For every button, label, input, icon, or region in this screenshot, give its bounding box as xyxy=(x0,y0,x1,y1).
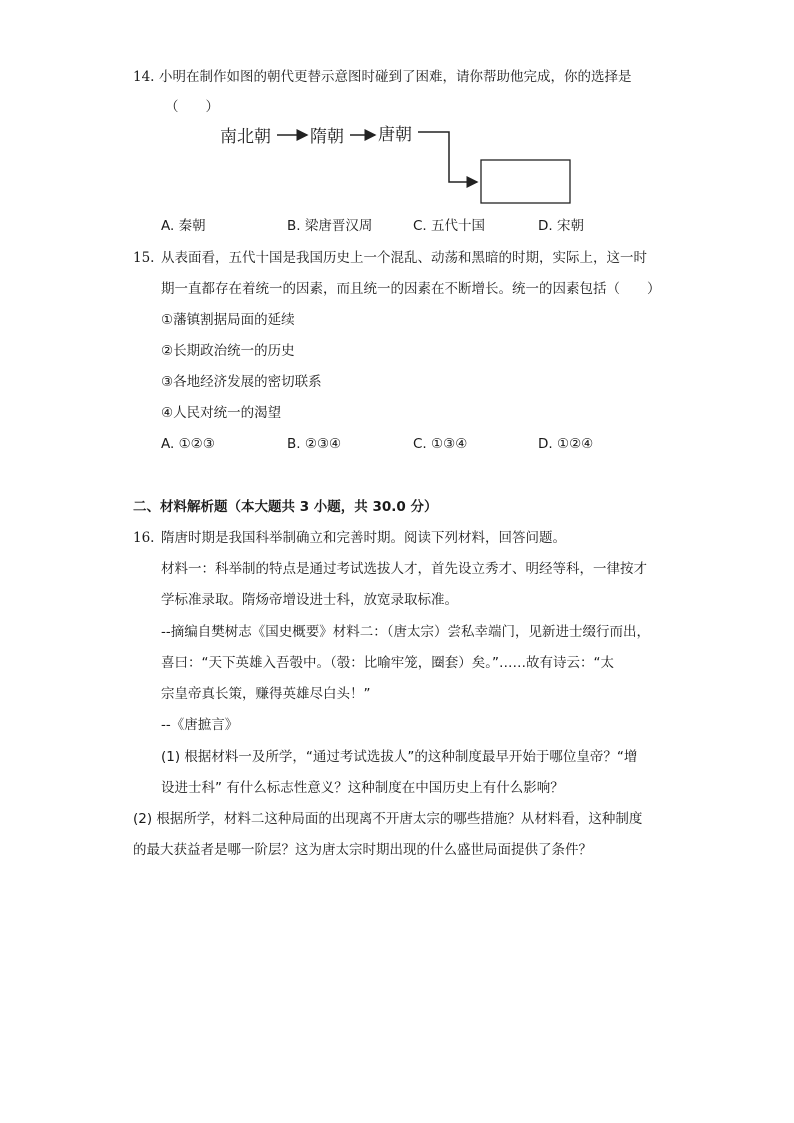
q16-subquestion-1-line-1: (1) 根据材料一及所学，“通过考试选拔人”的这种制度最早开始于哪位皇帝？“增 xyxy=(161,749,638,765)
question-15-number: 15. xyxy=(133,250,155,266)
q16-material-source: --《唐摭言》 xyxy=(161,717,239,733)
question-16-stem: 隋唐时期是我国科举制确立和完善时期。阅读下列材料，回答问题。 xyxy=(161,530,566,546)
q15-item-3: ③各地经济发展的密切联系 xyxy=(161,374,322,390)
diagram-node-1: 南北朝 xyxy=(220,127,271,147)
q15-option-a[interactable]: A. ①②③ xyxy=(161,436,215,452)
q16-material-line-3: --摘编自樊树志《国史概要》材料二：（唐太宗）尝私幸端门，见新进士缀行而出， xyxy=(161,624,650,640)
q16-subquestion-1-line-2: 设进士科” 有什么标志性意义？这种制度在中国历史上有什么影响？ xyxy=(161,780,564,796)
question-14-stem: 小明在制作如图的朝代更替示意图时碰到了困难，请你帮助他完成，你的选择是 xyxy=(159,69,632,85)
q14-option-b[interactable]: B. 梁唐晋汉周 xyxy=(287,218,373,234)
q15-item-4: ④人民对统一的渴望 xyxy=(161,405,282,421)
section-2-title: 二、材料解析题（本大题共 3 小题，共 30.0 分） xyxy=(133,499,438,515)
diagram-node-3: 唐朝 xyxy=(378,125,412,145)
q16-material-line-2: 学标准录取。隋炀帝增设进士科，放宽录取标准。 xyxy=(161,592,458,608)
q15-option-b[interactable]: B. ②③④ xyxy=(287,436,342,452)
question-16-number: 16. xyxy=(133,530,155,546)
q16-material-line-1: 材料一：科举制的特点是通过考试选拔人才，首先设立秀才、明经等科，一律按才 xyxy=(161,561,647,577)
q16-material-line-4: 喜曰：“天下英雄入吾彀中。（彀：比喻牢笼，圈套）矣。”……故有诗云：“太 xyxy=(161,655,614,671)
q15-option-d[interactable]: D. ①②④ xyxy=(538,436,594,452)
question-15-stem-line-2: 期一直都存在着统一的因素，而且统一的因素在不断增长。统一的因素包括（ ） xyxy=(161,281,661,297)
question-15-stem-line-1: 从表面看，五代十国是我国历史上一个混乱、动荡和黑暗的时期，实际上，这一时 xyxy=(161,250,647,266)
diagram-node-2: 隋朝 xyxy=(310,127,344,147)
q15-item-1: ①藩镇割据局面的延续 xyxy=(161,312,295,328)
q15-item-2: ②长期政治统一的历史 xyxy=(161,343,295,359)
q16-subquestion-2-line-1: (2) 根据所学，材料二这种局面的出现离不开唐太宗的哪些措施？从材料看，这种制度 xyxy=(133,811,643,827)
q16-subquestion-2-line-2: 的最大获益者是哪一阶层？这为唐太宗时期出现的什么盛世局面提供了条件？ xyxy=(133,842,592,858)
dynasty-succession-diagram xyxy=(215,115,585,215)
diagram-connector-arrow xyxy=(418,132,477,182)
question-14-answer-paren: （ ） xyxy=(165,99,219,115)
q14-option-c[interactable]: C. 五代十国 xyxy=(413,218,486,234)
q16-material-line-5: 宗皇帝真长策，赚得英雄尽白头！” xyxy=(161,686,371,702)
q15-option-c[interactable]: C. ①③④ xyxy=(413,436,468,452)
diagram-blank-box xyxy=(481,160,570,203)
question-14-number: 14. xyxy=(133,69,155,85)
q14-option-a[interactable]: A. 秦朝 xyxy=(161,218,206,234)
q14-option-d[interactable]: D. 宋朝 xyxy=(538,218,584,234)
